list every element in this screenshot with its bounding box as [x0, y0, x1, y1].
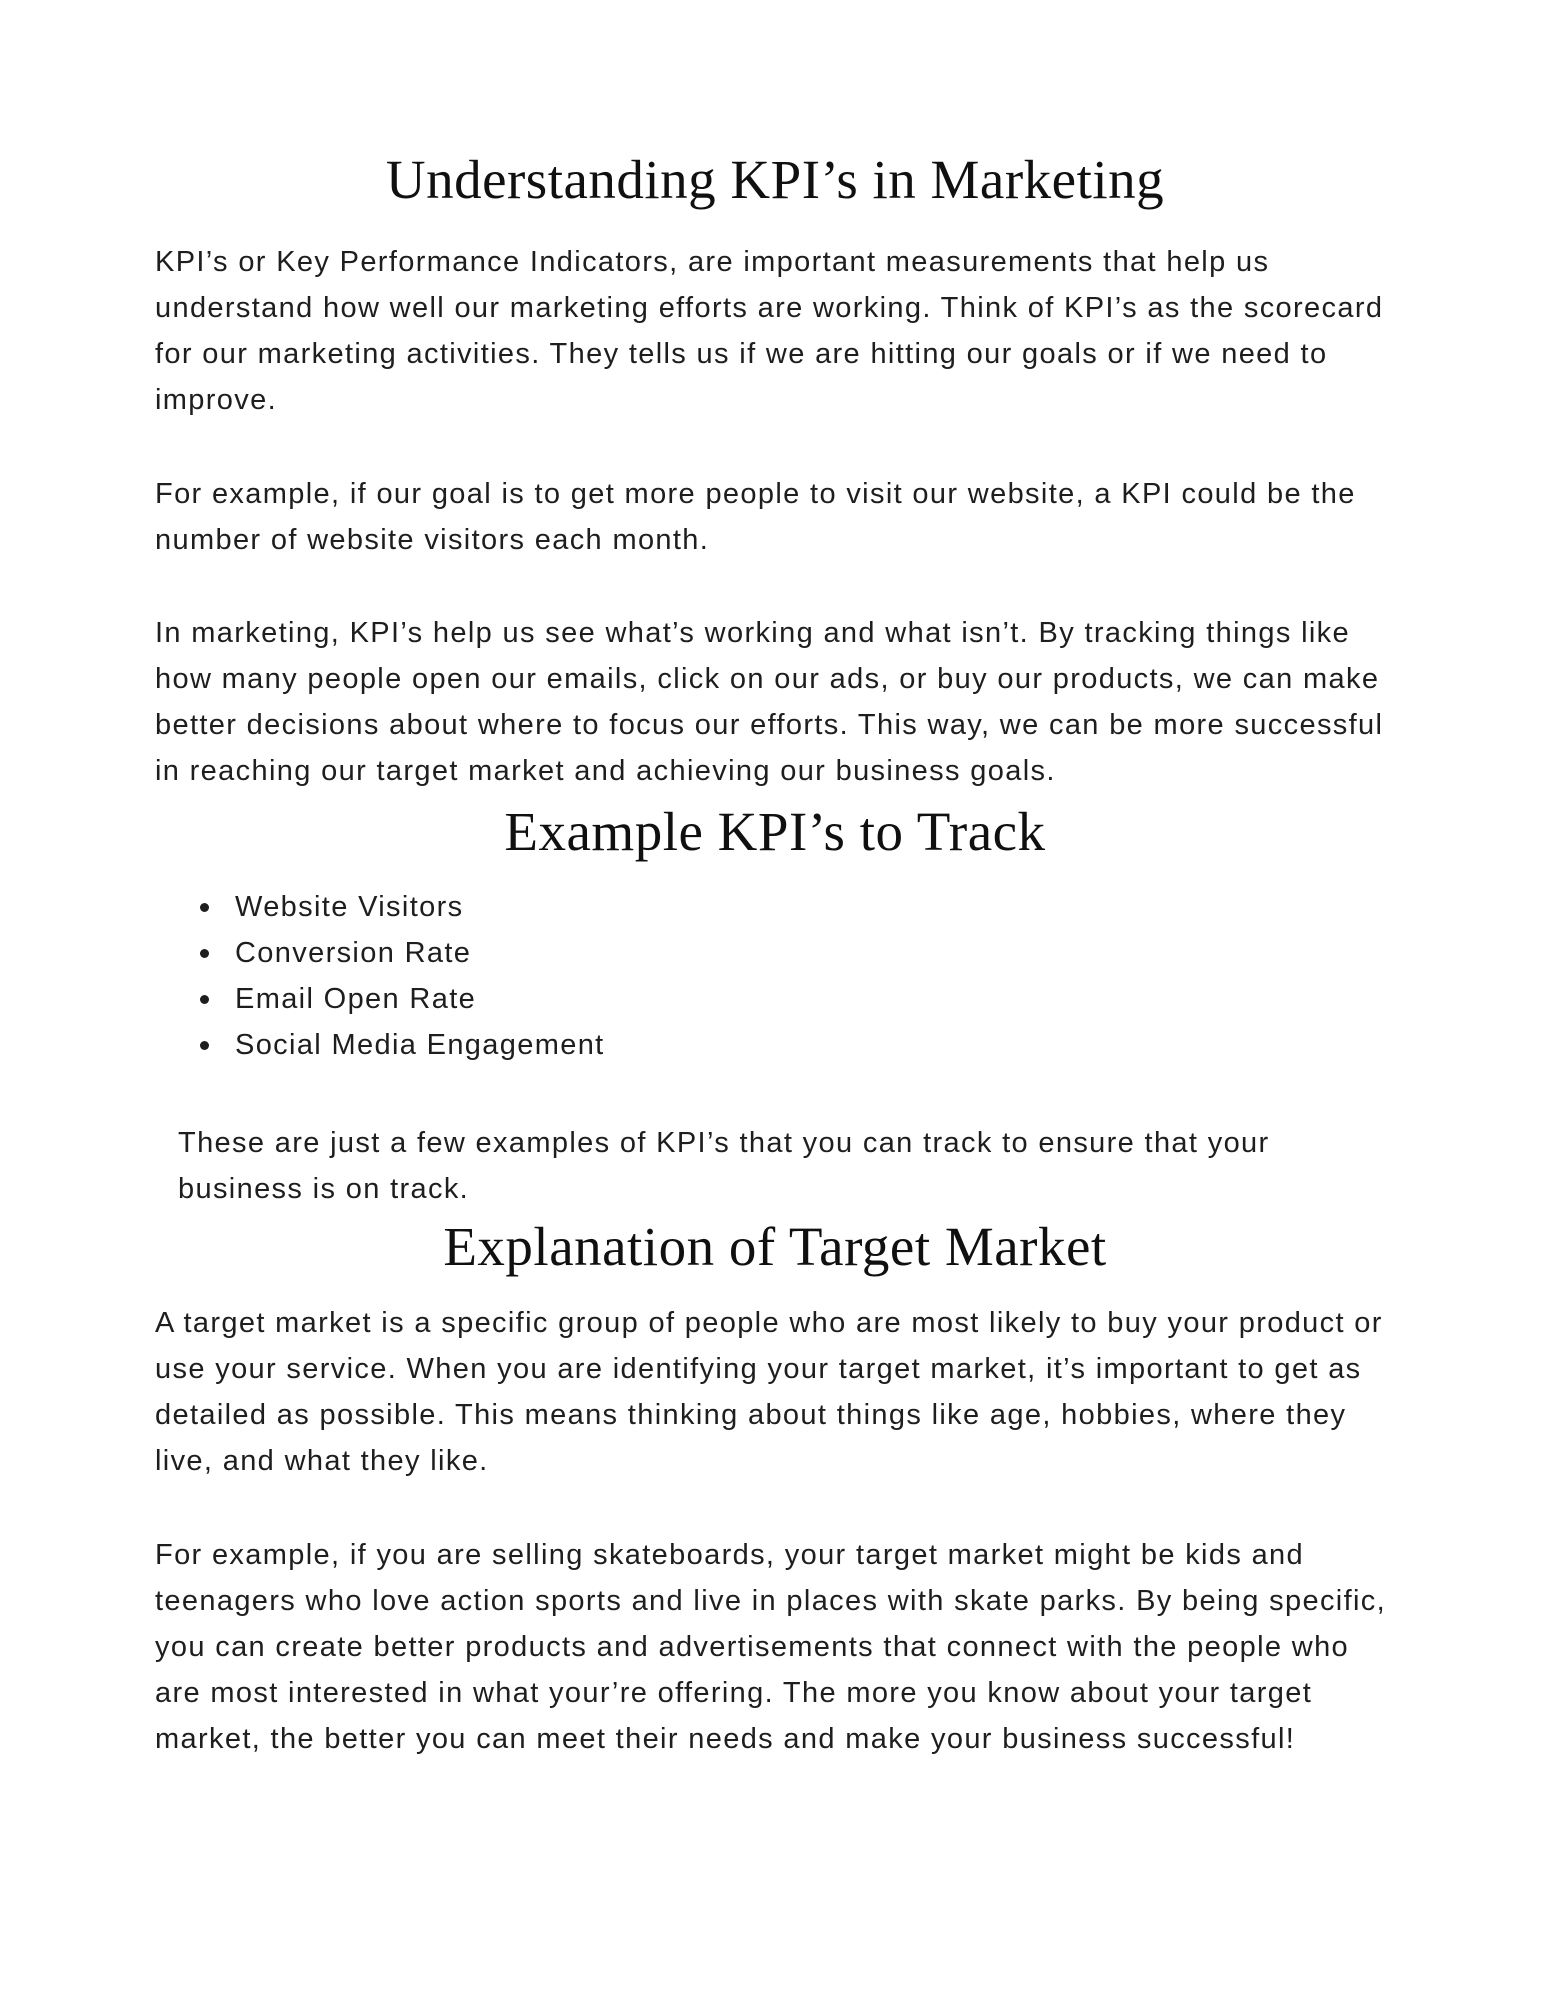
kpi-list [155, 884, 1395, 1068]
bullet-icon [200, 995, 209, 1004]
list-item-social-media-engagement [155, 1022, 1395, 1068]
page-title: Understanding KPI’s in Marketing [385, 149, 1165, 210]
list-item-email-open-rate [155, 976, 1395, 1022]
list-item-label: Website Visitors [235, 891, 464, 923]
section-heading-target-market: Explanation of Target Market [443, 1216, 1107, 1277]
list-item-label: Conversion Rate [235, 937, 472, 969]
intro-paragraph-3: In marketing, KPI’s help us see what’s working and what isn’t. By tracking things like how many people open our emails, click on our ads, or buy our products, we can make better decisions about where to focus our efforts. This way, we can be more successful in reaching our target market and achieving our business goals. [155, 617, 1384, 787]
target-market-paragraph-2: For example, if you are selling skateboards, your target market might be kids and teenagers who love action sports and live in places with skate parks. By being specific, you can create better products and advertisements that connect with the people who are most interested in what your’re offering. The more you know about your target market, the better you can meet their needs and make your business successful! [155, 1539, 1387, 1755]
section-heading-example-kpis: Example KPI’s to Track [504, 801, 1046, 862]
intro-paragraph-2: For example, if our goal is to get more people to visit our website, a KPI could be the number of website visitors each month. [155, 478, 1356, 556]
bullet-icon [200, 949, 209, 958]
list-item-label: Social Media Engagement [235, 1029, 605, 1061]
bullet-icon [200, 903, 209, 912]
list-item-conversion-rate [155, 930, 1395, 976]
target-market-paragraph-1: A target market is a specific group of people who are most likely to buy your product or use your service. When you are identifying your target market, it’s important to get as detailed as possible. This means thinking about things like age, hobbies, where they live, and what they like. [155, 1307, 1383, 1477]
kpi-note-paragraph: These are just a few examples of KPI’s that you can track to ensure that your business is on track. [178, 1127, 1270, 1205]
list-item-website-visitors [155, 884, 1395, 930]
list-item-label: Email Open Rate [235, 983, 477, 1015]
intro-paragraph-1: KPI’s or Key Performance Indicators, are important measurements that help us understand how well our marketing efforts are working. Think of KPI’s as the scorecard for our marketing activities. They tells us if we are hitting our goals or if we need to improve. [155, 246, 1384, 416]
bullet-icon [200, 1041, 209, 1050]
